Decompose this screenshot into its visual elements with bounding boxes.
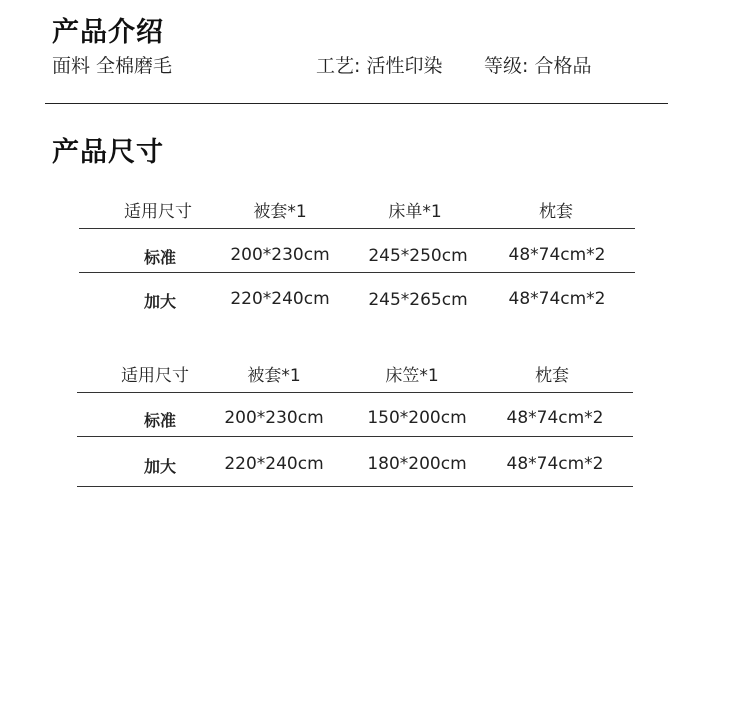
- duvet-cover-size: 220*240cm: [230, 289, 330, 309]
- pillowcase-size: 48*74cm*2: [508, 245, 606, 265]
- row-label: 加大: [143, 292, 176, 311]
- size-title: 产品尺寸: [52, 137, 164, 168]
- grade-info: 等级: 合格品: [484, 55, 592, 77]
- row-label: 标准: [143, 248, 176, 267]
- header-duvet-cover: 被套*1: [253, 202, 307, 222]
- bed-sheet-size: 245*265cm: [368, 290, 468, 310]
- header-pillowcase: 枕套: [539, 202, 573, 222]
- row-label: 标准: [143, 411, 176, 430]
- header-size-label: 适用尺寸: [121, 366, 189, 386]
- header-duvet-cover: 被套*1: [247, 366, 301, 386]
- section-divider: [45, 103, 668, 104]
- fitted-sheet-size: 150*200cm: [367, 408, 467, 428]
- header-bed-sheet: 床单*1: [388, 202, 442, 222]
- table-rule: [77, 436, 633, 437]
- duvet-cover-size: 200*230cm: [230, 245, 330, 265]
- fabric-info: 面料 全棉磨毛: [52, 55, 173, 77]
- duvet-cover-size: 200*230cm: [224, 408, 324, 428]
- pillowcase-size: 48*74cm*2: [506, 454, 604, 474]
- header-fitted-sheet: 床笠*1: [385, 366, 439, 386]
- bed-sheet-size: 245*250cm: [368, 246, 468, 266]
- header-pillowcase: 枕套: [535, 366, 569, 386]
- pillowcase-size: 48*74cm*2: [508, 289, 606, 309]
- table-rule: [77, 486, 633, 487]
- table-rule: [79, 272, 635, 273]
- row-label: 加大: [143, 457, 176, 476]
- craft-info: 工艺: 活性印染: [316, 55, 443, 77]
- table-rule: [79, 228, 635, 229]
- fitted-sheet-size: 180*200cm: [367, 454, 467, 474]
- table-rule: [77, 392, 633, 393]
- header-size-label: 适用尺寸: [124, 202, 192, 222]
- pillowcase-size: 48*74cm*2: [506, 408, 604, 428]
- intro-title: 产品介绍: [52, 17, 164, 48]
- duvet-cover-size: 220*240cm: [224, 454, 324, 474]
